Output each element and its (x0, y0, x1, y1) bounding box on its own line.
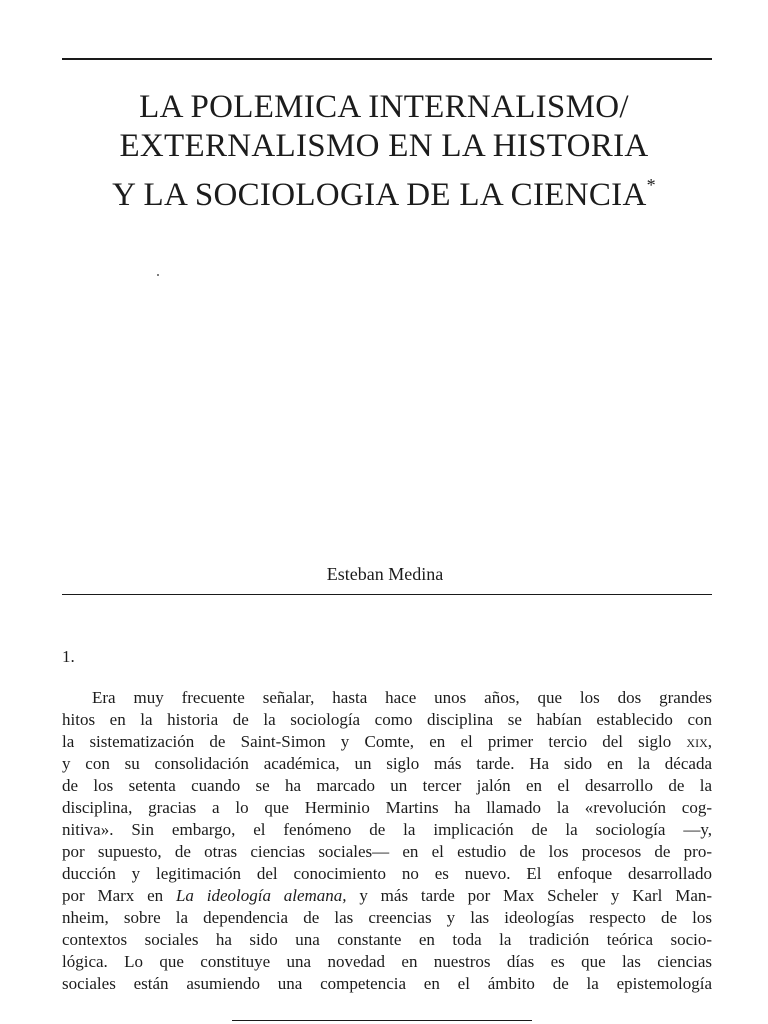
author-rule (62, 594, 712, 595)
body-line: de los setenta cuando se ha marcado un tercer jalón en el desarrollo de la (62, 776, 712, 795)
title-line-1: LA POLEMICA INTERNALISMO/ (139, 89, 629, 125)
body-line: hitos en la historia de la sociología como disciplina se habían establecido con (62, 710, 712, 729)
title-line-2: EXTERNALISMO EN LA HISTORIA (119, 128, 649, 164)
body-line (62, 731, 712, 753)
body-line: lógica. Lo que constituye una novedad en nuestros días es que las ciencias (62, 952, 712, 971)
body-line-tail: y más tarde por Max Scheler y Karl Man- (359, 886, 713, 905)
body-line: disciplina, gracias a lo que Herminio Martins ha llamado la «revolución cog- (62, 798, 712, 817)
top-rule (62, 58, 712, 60)
century-numeral: xix, (686, 732, 712, 751)
title-line-3 (40, 166, 728, 215)
footnote-rule (232, 1020, 532, 1021)
author-name: Esteban Medina (326, 564, 444, 584)
article-title (40, 88, 728, 215)
book-title: La ideología alemana, (175, 886, 347, 905)
body-paragraph (62, 687, 712, 995)
body-line: por supuesto, de otras ciencias sociales— en el estudio de los procesos de pro- (62, 842, 712, 861)
body-line-text: por Marx en (62, 886, 164, 905)
body-line: ducción y legitimación del conocimiento no es nuevo. El enfoque desarrollado (62, 864, 712, 883)
body-line-text: la sistematización de Saint-Simon y Comte, en el primer tercio del siglo (62, 732, 672, 751)
body-line (62, 885, 712, 907)
body-line: y con su consolidación académica, un siglo más tarde. Ha sido en la década (62, 754, 712, 773)
body-line: contextos sociales ha sido una constante en toda la tradición teórica socio- (62, 930, 712, 949)
body-line: sociales están asumiendo una competencia en el ámbito de la epistemología (62, 974, 712, 993)
body-line: nheim, sobre la dependencia de las creencias y las ideologías respecto de los (62, 908, 712, 927)
print-speck (157, 274, 159, 276)
title-line-3-text: Y LA SOCIOLOGIA DE LA CIENCIA (112, 177, 647, 213)
body-line: Era muy frecuente señalar, hasta hace unos años, que los dos grandes (92, 688, 712, 707)
section-number: 1. (62, 647, 75, 666)
footnote-mark: * (646, 175, 656, 195)
body-line: nitiva». Sin embargo, el fenómeno de la implicación de la sociología —y, (62, 820, 712, 839)
